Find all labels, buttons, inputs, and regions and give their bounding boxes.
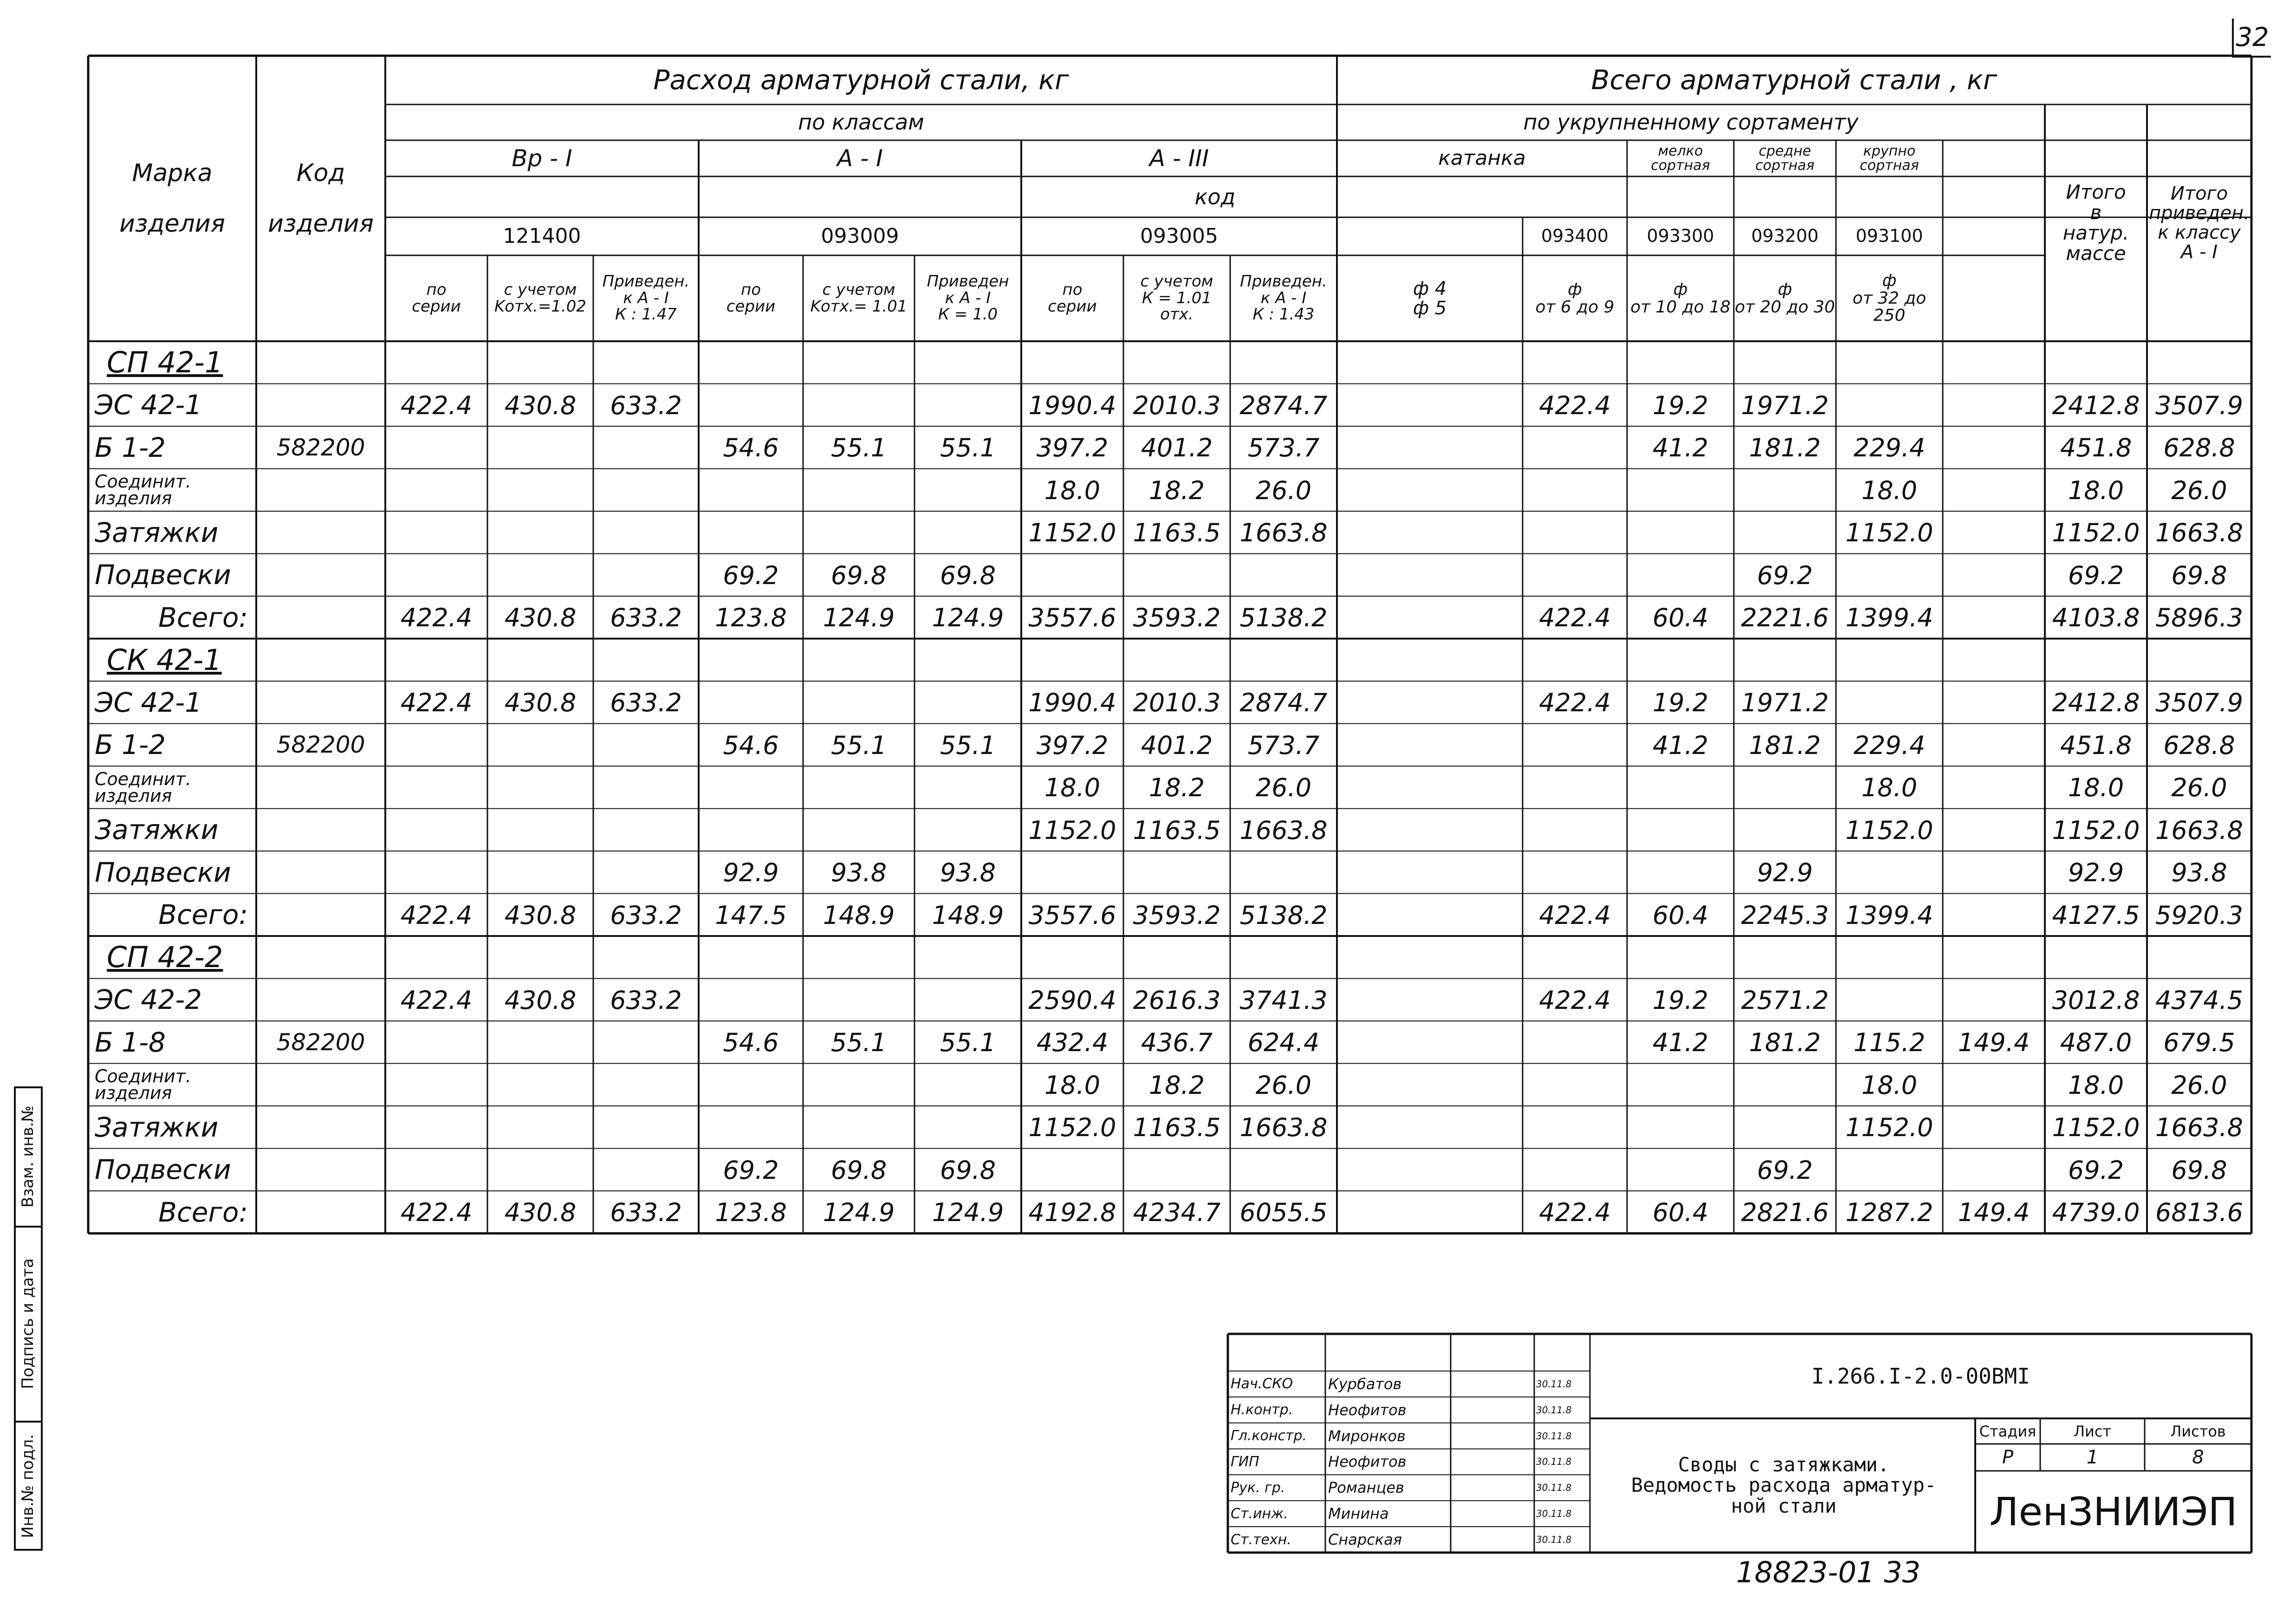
header-code-a1: 093009 <box>821 224 899 248</box>
header-sub-krupno: ф от 32 до 250 <box>1852 271 1926 325</box>
row-value: 624.4 <box>1247 1028 1320 1058</box>
row-value: 19.2 <box>1652 688 1709 718</box>
tb-sheet-label: Лист <box>2073 1422 2112 1440</box>
row-value: 18.0 <box>1861 475 1918 505</box>
header-mark: Марка изделия <box>119 159 225 238</box>
row-value: 633.2 <box>610 603 682 633</box>
row-value: 1163.5 <box>1133 518 1221 548</box>
row-value: 4127.5 <box>2052 900 2140 930</box>
row-value: 26.0 <box>1255 1070 1312 1100</box>
row-value: 69.2 <box>1757 560 1813 590</box>
row-value: 5138.2 <box>1239 603 1328 633</box>
row-mark: Всего: <box>158 899 248 931</box>
header-sub-sub_a1-2: Приведен к А - I К = 1.0 <box>927 272 1009 324</box>
row-value: 1663.8 <box>1239 518 1328 548</box>
row-value: 18.0 <box>1044 1070 1101 1100</box>
row-value: 18.0 <box>1044 773 1101 803</box>
row-value: 487.0 <box>2060 1028 2132 1058</box>
row-value: 451.8 <box>2060 433 2132 463</box>
row-value: 2010.3 <box>1133 390 1221 420</box>
row-mark: Соединит. изделия <box>95 471 191 509</box>
row-value: 4234.7 <box>1133 1198 1221 1228</box>
row-value: 1990.4 <box>1028 688 1116 718</box>
row-value: 26.0 <box>2171 773 2227 803</box>
row-mark: Подвески <box>95 1154 231 1186</box>
row-value: 401.2 <box>1141 730 1213 760</box>
side-stamp <box>14 1086 43 1551</box>
row-value: 422.4 <box>1539 985 1611 1015</box>
row-value: 181.2 <box>1749 1028 1821 1058</box>
row-value: 26.0 <box>1255 773 1312 803</box>
footer-number: 18823-01 33 <box>1736 1555 1921 1589</box>
row-value: 41.2 <box>1652 1028 1709 1058</box>
row-value: 2221.6 <box>1741 603 1829 633</box>
row-value: 2245.3 <box>1741 900 1829 930</box>
row-value: 1152.0 <box>2052 518 2140 548</box>
row-value: 2874.7 <box>1239 390 1328 420</box>
row-value: 55.1 <box>830 1028 887 1058</box>
row-value: 1971.2 <box>1741 390 1829 420</box>
row-value: 124.9 <box>823 603 895 633</box>
row-value: 92.9 <box>1757 858 1813 888</box>
row-value: 55.1 <box>940 1028 996 1058</box>
tb-role: ГИП <box>1231 1453 1259 1470</box>
header-code: Код изделия <box>268 159 374 238</box>
row-code: 582200 <box>276 1028 365 1056</box>
row-value: 628.8 <box>2163 433 2235 463</box>
row-value: 633.2 <box>610 390 682 420</box>
row-value: 1663.8 <box>2155 815 2243 845</box>
sheet-number: 32 <box>2232 19 2271 58</box>
row-value: 422.4 <box>1539 688 1611 718</box>
row-value: 2616.3 <box>1133 985 1221 1015</box>
row-value: 229.4 <box>1853 433 1926 463</box>
tb-date: 30.11.8 <box>1536 1430 1572 1442</box>
section-title: СП 42-1 <box>107 345 223 380</box>
tb-name: Курбатов <box>1328 1375 1402 1393</box>
header-sub-melko: ф от 10 до 18 <box>1630 280 1731 317</box>
row-value: 3593.2 <box>1133 900 1221 930</box>
row-value: 1663.8 <box>2155 1113 2243 1143</box>
row-value: 1152.0 <box>1845 1113 1933 1143</box>
header-katanka: катанка <box>1438 146 1526 170</box>
row-value: 422.4 <box>400 688 473 718</box>
tb-org: ЛенЗНИИЭП <box>1989 1489 2238 1534</box>
row-value: 55.1 <box>830 433 887 463</box>
row-value: 124.9 <box>932 603 1004 633</box>
row-value: 115.2 <box>1853 1028 1926 1058</box>
row-value: 633.2 <box>610 985 682 1015</box>
row-value: 422.4 <box>1539 390 1611 420</box>
row-value: 54.6 <box>723 1028 779 1058</box>
row-value: 4103.8 <box>2052 603 2140 633</box>
tb-role: Рук. гр. <box>1231 1479 1285 1496</box>
tb-role: Н.контр. <box>1231 1402 1293 1418</box>
row-value: 422.4 <box>400 1198 473 1228</box>
row-value: 18.2 <box>1148 1070 1205 1100</box>
header-sub-sub_vr1-2: Приведен. к А - I К : 1.47 <box>602 272 690 324</box>
tb-role: Ст.техн. <box>1231 1531 1291 1548</box>
row-mark: ЭС 42-2 <box>95 984 202 1016</box>
inv-podl-label: Инв.№ подл. <box>19 1434 37 1538</box>
row-value: 422.4 <box>1539 1198 1611 1228</box>
row-value: 2821.6 <box>1741 1198 1829 1228</box>
row-value: 628.8 <box>2163 730 2235 760</box>
row-value: 2874.7 <box>1239 688 1328 718</box>
row-value: 60.4 <box>1652 900 1709 930</box>
row-value: 6813.6 <box>2155 1198 2243 1228</box>
row-value: 1990.4 <box>1028 390 1116 420</box>
vzam-inv-label: Взам. инв.№ <box>19 1105 37 1208</box>
row-value: 1152.0 <box>1028 815 1116 845</box>
header-sub-sredne: ф от 20 до 30 <box>1735 280 1835 317</box>
row-value: 5896.3 <box>2155 603 2243 633</box>
row-mark: ЭС 42-1 <box>95 389 202 421</box>
tb-name: Неофитов <box>1328 1453 1407 1471</box>
tb-stage-label: Стадия <box>1979 1422 2037 1440</box>
tb-role: Гл.констр. <box>1231 1428 1307 1444</box>
header-code-a3: 093005 <box>1140 224 1218 248</box>
row-value: 401.2 <box>1141 433 1213 463</box>
tb-stage: Р <box>2002 1447 2014 1468</box>
row-value: 573.7 <box>1247 433 1320 463</box>
row-value: 148.9 <box>932 900 1004 930</box>
row-value: 69.2 <box>2068 1155 2124 1185</box>
row-value: 93.8 <box>2171 858 2227 888</box>
row-value: 147.5 <box>715 900 787 930</box>
row-value: 2571.2 <box>1741 985 1829 1015</box>
tb-date: 30.11.8 <box>1536 1508 1572 1520</box>
row-value: 397.2 <box>1036 730 1109 760</box>
row-value: 181.2 <box>1749 730 1821 760</box>
row-value: 3507.9 <box>2155 390 2243 420</box>
row-value: 5920.3 <box>2155 900 2243 930</box>
row-value: 2010.3 <box>1133 688 1221 718</box>
row-value: 1663.8 <box>2155 518 2243 548</box>
row-value: 93.8 <box>830 858 887 888</box>
row-value: 1152.0 <box>2052 815 2140 845</box>
row-value: 69.8 <box>830 1155 887 1185</box>
row-value: 3557.6 <box>1028 603 1116 633</box>
tb-role: Ст.инж. <box>1231 1505 1288 1522</box>
row-value: 451.8 <box>2060 730 2132 760</box>
row-mark: Подвески <box>95 856 231 888</box>
row-value: 3741.3 <box>1239 985 1328 1015</box>
row-value: 633.2 <box>610 688 682 718</box>
row-value: 3507.9 <box>2155 688 2243 718</box>
row-value: 2412.8 <box>2052 688 2140 718</box>
row-value: 69.2 <box>723 560 779 590</box>
row-value: 69.8 <box>2171 1155 2227 1185</box>
row-value: 60.4 <box>1652 603 1709 633</box>
row-value: 573.7 <box>1247 730 1320 760</box>
row-value: 1152.0 <box>1845 815 1933 845</box>
row-value: 41.2 <box>1652 730 1709 760</box>
row-mark: Б 1-8 <box>95 1026 166 1058</box>
row-value: 4374.5 <box>2155 985 2243 1015</box>
row-value: 422.4 <box>400 985 473 1015</box>
header-class-vr1: Вр - I <box>512 144 572 172</box>
row-value: 2590.4 <box>1028 985 1116 1015</box>
row-value: 92.9 <box>2068 858 2124 888</box>
tb-sheet: 1 <box>2086 1447 2099 1468</box>
header-code-vr1: 121400 <box>503 224 581 248</box>
row-value: 123.8 <box>715 603 787 633</box>
header-sub-sub_a3-1: с учетом К = 1.01 отх. <box>1140 272 1213 324</box>
row-mark: Затяжки <box>95 516 219 548</box>
row-value: 60.4 <box>1652 1198 1709 1228</box>
header-by-classes: по классам <box>798 110 924 135</box>
row-value: 69.2 <box>723 1155 779 1185</box>
row-value: 26.0 <box>2171 1070 2227 1100</box>
header-sub-sub_a3-2: Приведен. к А - I К : 1.43 <box>1240 272 1327 324</box>
row-value: 69.8 <box>940 1155 996 1185</box>
header-sub-sub_vr1-1: с учетом Kотх.=1.02 <box>494 280 587 316</box>
row-value: 18.2 <box>1148 475 1205 505</box>
header-class-a3: А - III <box>1149 144 1209 172</box>
row-value: 422.4 <box>1539 900 1611 930</box>
row-value: 124.9 <box>932 1198 1004 1228</box>
row-value: 1163.5 <box>1133 815 1221 845</box>
row-value: 1287.2 <box>1845 1198 1933 1228</box>
row-value: 18.0 <box>2068 773 2124 803</box>
header-itogo-nat: Итого в натур. массе <box>2063 180 2129 265</box>
row-value: 1163.5 <box>1133 1113 1221 1143</box>
row-mark: Всего: <box>158 1196 248 1228</box>
tb-name: Миронков <box>1328 1427 1406 1445</box>
header-consumption: Расход арматурной стали, кг <box>653 64 1069 96</box>
row-value: 41.2 <box>1652 433 1709 463</box>
row-value: 5138.2 <box>1239 900 1328 930</box>
row-value: 430.8 <box>504 900 577 930</box>
row-value: 2412.8 <box>2052 390 2140 420</box>
row-mark: Всего: <box>158 601 248 633</box>
header-code-melko: 093300 <box>1647 226 1714 247</box>
row-value: 3012.8 <box>2052 985 2140 1015</box>
row-mark: Подвески <box>95 559 231 591</box>
row-value: 18.0 <box>2068 475 2124 505</box>
row-value: 149.4 <box>1958 1198 2030 1228</box>
row-value: 19.2 <box>1652 390 1709 420</box>
row-value: 26.0 <box>2171 475 2227 505</box>
header-sub-sub_vr1-0: по серии <box>412 280 461 316</box>
row-value: 422.4 <box>400 390 473 420</box>
row-value: 93.8 <box>940 858 996 888</box>
row-value: 124.9 <box>823 1198 895 1228</box>
row-value: 18.0 <box>2068 1070 2124 1100</box>
row-mark: Затяжки <box>95 814 219 846</box>
row-value: 397.2 <box>1036 433 1109 463</box>
row-mark: Б 1-2 <box>95 431 166 463</box>
row-value: 69.2 <box>2068 560 2124 590</box>
header-itogo-priv: Итого приведен. к классу А - I <box>2149 183 2250 263</box>
row-mark: ЭС 42-1 <box>95 686 202 718</box>
row-value: 422.4 <box>400 603 473 633</box>
row-value: 1399.4 <box>1845 603 1933 633</box>
tb-name: Минина <box>1328 1505 1389 1523</box>
tb-date: 30.11.8 <box>1536 1404 1572 1416</box>
row-value: 1152.0 <box>2052 1113 2140 1143</box>
row-value: 1152.0 <box>1845 518 1933 548</box>
row-value: 1152.0 <box>1028 518 1116 548</box>
tb-date: 30.11.8 <box>1536 1534 1572 1546</box>
row-value: 69.8 <box>830 560 887 590</box>
row-value: 26.0 <box>1255 475 1312 505</box>
row-value: 148.9 <box>823 900 895 930</box>
row-value: 19.2 <box>1652 985 1709 1015</box>
header-by-assortment: по укрупненному сортаменту <box>1523 110 1859 135</box>
header-sredne: средне сортная <box>1755 143 1815 174</box>
row-code: 582200 <box>276 434 365 461</box>
header-total: Всего арматурной стали , кг <box>1591 64 1998 96</box>
header-code-krupno: 093100 <box>1855 226 1923 247</box>
tb-sheets-label: Листов <box>2170 1422 2226 1440</box>
tb-sheets: 8 <box>2192 1447 2204 1468</box>
row-value: 55.1 <box>940 433 996 463</box>
row-value: 3557.6 <box>1028 900 1116 930</box>
tb-name: Романцев <box>1328 1479 1404 1497</box>
tb-date: 30.11.8 <box>1536 1482 1572 1494</box>
row-value: 1399.4 <box>1845 900 1933 930</box>
row-value: 679.5 <box>2163 1028 2235 1058</box>
row-value: 92.9 <box>723 858 779 888</box>
row-value: 18.0 <box>1861 773 1918 803</box>
tb-title: Своды с затяжками. Ведомость расхода арматур- ной стали <box>1631 1453 1937 1517</box>
header-class-a1: А - I <box>837 144 883 172</box>
row-value: 1971.2 <box>1741 688 1829 718</box>
tb-date: 30.11.8 <box>1536 1456 1572 1468</box>
row-value: 422.4 <box>400 900 473 930</box>
row-value: 4192.8 <box>1028 1198 1116 1228</box>
header-melko: мелко сортная <box>1651 143 1710 174</box>
header-code-label: код <box>1194 184 1236 209</box>
row-value: 432.4 <box>1036 1028 1109 1058</box>
row-value: 430.8 <box>504 603 577 633</box>
row-value: 18.0 <box>1044 475 1101 505</box>
row-value: 430.8 <box>504 1198 577 1228</box>
podpis-data-label: Подпись и дата <box>19 1258 37 1389</box>
row-value: 6055.5 <box>1239 1198 1328 1228</box>
row-value: 55.1 <box>940 730 996 760</box>
tb-date: 30.11.8 <box>1536 1378 1572 1390</box>
row-value: 69.2 <box>1757 1155 1813 1185</box>
row-value: 1663.8 <box>1239 815 1328 845</box>
header-code-katanka: 093400 <box>1541 226 1609 247</box>
row-value: 18.0 <box>1861 1070 1918 1100</box>
row-value: 3593.2 <box>1133 603 1221 633</box>
row-value: 69.8 <box>2171 560 2227 590</box>
header-sub-sub_a1-0: по серии <box>726 280 776 316</box>
row-value: 430.8 <box>504 390 577 420</box>
header-sub-katanka-a: ф 4 ф 5 <box>1413 278 1447 319</box>
tb-name: Снарская <box>1328 1531 1402 1549</box>
row-value: 436.7 <box>1141 1028 1213 1058</box>
section-title: СК 42-1 <box>107 643 222 677</box>
row-mark: Соединит. изделия <box>95 768 191 806</box>
row-value: 69.8 <box>940 560 996 590</box>
row-value: 1663.8 <box>1239 1113 1328 1143</box>
row-value: 633.2 <box>610 1198 682 1228</box>
header-sub-sub_a3-0: по серии <box>1048 280 1097 316</box>
row-mark: Соединит. изделия <box>95 1066 191 1104</box>
row-value: 633.2 <box>610 900 682 930</box>
row-value: 4739.0 <box>2052 1198 2140 1228</box>
row-value: 229.4 <box>1853 730 1926 760</box>
row-value: 181.2 <box>1749 433 1821 463</box>
header-code-sredne: 093200 <box>1751 226 1819 247</box>
tb-name: Неофитов <box>1328 1401 1407 1419</box>
row-value: 123.8 <box>715 1198 787 1228</box>
tb-doc-code: I.266.I-2.0-00ВМI <box>1811 1364 2030 1389</box>
row-value: 54.6 <box>723 730 779 760</box>
row-value: 1152.0 <box>1028 1113 1116 1143</box>
row-value: 55.1 <box>830 730 887 760</box>
row-value: 149.4 <box>1958 1028 2030 1058</box>
header-sub-katanka-b: ф от 6 до 9 <box>1535 280 1615 317</box>
row-mark: Б 1-2 <box>95 729 166 761</box>
header-krupno: крупно сортная <box>1860 143 1919 174</box>
row-value: 54.6 <box>723 433 779 463</box>
tb-role: Нач.СКО <box>1231 1376 1293 1392</box>
row-value: 422.4 <box>1539 603 1611 633</box>
row-value: 18.2 <box>1148 773 1205 803</box>
row-value: 430.8 <box>504 688 577 718</box>
header-sub-sub_a1-1: с учетом Kотх.= 1.01 <box>810 280 908 316</box>
section-title: СП 42-2 <box>107 940 223 975</box>
row-mark: Затяжки <box>95 1111 219 1143</box>
row-code: 582200 <box>276 731 365 759</box>
row-value: 430.8 <box>504 985 577 1015</box>
